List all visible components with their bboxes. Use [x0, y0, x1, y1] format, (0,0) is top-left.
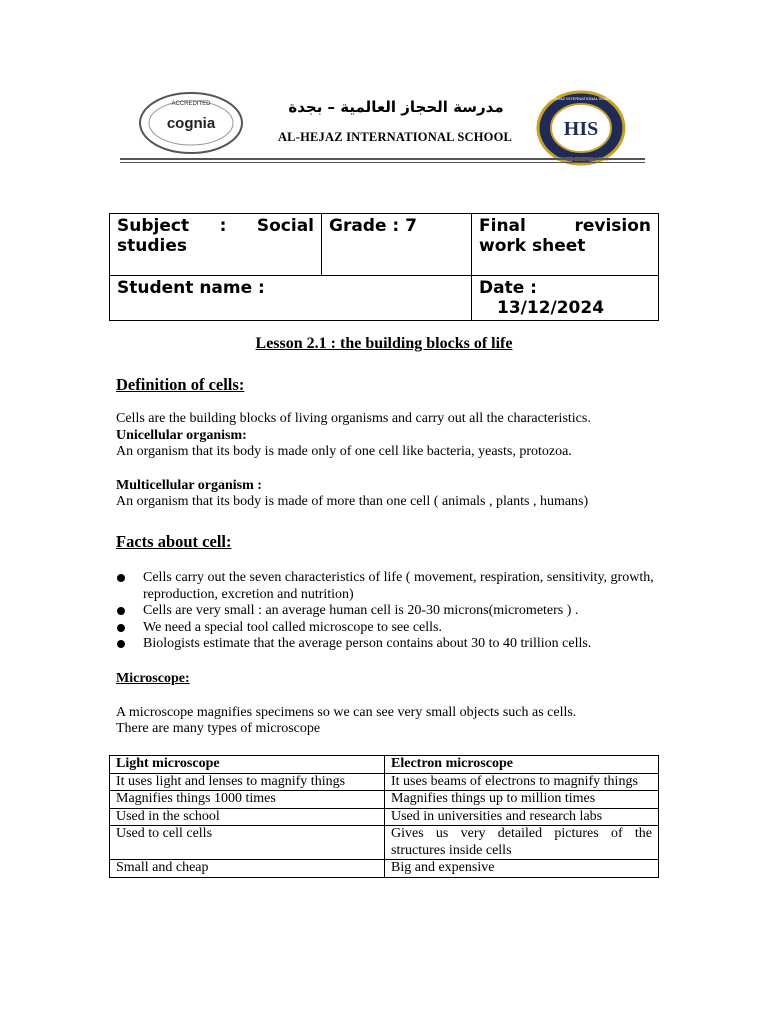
- lesson-title: Lesson 2.1 : the building blocks of life: [255, 335, 513, 352]
- student-name-label: Student name :: [117, 278, 265, 298]
- his-ring-text: AL-HEJAZ INTERNATIONAL SCHOOL: [546, 96, 616, 101]
- microscope-types-text: There are many types of microscope: [116, 721, 321, 736]
- table-row: [110, 808, 659, 826]
- table-cell: Gives us very detailed pictures of the structures inside cells: [385, 826, 659, 860]
- worksheet-type-cell: Final revision work sheet: [472, 214, 659, 276]
- table-cell: Small and cheap: [110, 860, 385, 878]
- microscope-heading: Microscope:: [116, 671, 190, 686]
- facts-heading: Facts about cell:: [116, 532, 232, 551]
- table-row: [110, 773, 659, 791]
- grade-cell: Grade : 7: [322, 214, 472, 276]
- column-header-electron: Electron microscope: [385, 756, 659, 774]
- bullet-icon: [117, 624, 125, 632]
- list-item: [116, 603, 661, 620]
- multicellular-text: An organism that its body is made of more than one cell ( animals , plants , humans): [116, 494, 589, 509]
- accredited-text: ACCREDITED: [171, 101, 211, 107]
- school-name-arabic: مدرسة الحجاز العالمية – بجدة: [288, 98, 504, 116]
- definition-heading: Definition of cells:: [116, 375, 245, 394]
- facts-list: [116, 570, 661, 653]
- table-cell: Magnifies things up to million times: [385, 791, 659, 809]
- table-cell: It uses beams of electrons to magnify things: [385, 773, 659, 791]
- table-header-row: [110, 756, 659, 774]
- fact-text: Biologists estimate that the average person contains about 30 to 40 trillion cells.: [143, 636, 592, 651]
- his-school-logo: [536, 90, 626, 166]
- subject-cell: Subject : Social studies: [110, 214, 322, 276]
- fact-text: We need a special tool called microscope to see cells.: [143, 619, 442, 635]
- table-cell: It uses light and lenses to magnify things: [110, 773, 385, 791]
- date-value: 13/12/2024: [497, 298, 605, 318]
- definition-text: Cells are the building blocks of living organisms and carry out all the characteristics.: [116, 411, 591, 426]
- student-name-cell[interactable]: [110, 276, 472, 321]
- bullet-icon: [117, 574, 125, 582]
- cognia-logo-text: cognia: [166, 115, 216, 132]
- table-cell: Big and expensive: [385, 860, 659, 878]
- school-name-english: AL-HEJAZ INTERNATIONAL SCHOOL: [277, 130, 513, 144]
- list-item: [116, 620, 661, 637]
- list-item: [116, 570, 661, 603]
- date-label: Date :: [479, 278, 537, 298]
- header-rule: [120, 158, 645, 160]
- table-cell: Magnifies things 1000 times: [110, 791, 385, 809]
- bullet-icon: [117, 607, 125, 615]
- table-row: [110, 791, 659, 809]
- date-cell: [472, 276, 659, 321]
- his-motto-text: FUTURE BEGINS HERE: [553, 157, 609, 163]
- fact-text: Cells carry out the seven characteristics of life ( movement, respiration, sensitivity, growth, reproduction, excretion and nutrition): [143, 570, 654, 602]
- microscope-comparison-table: [109, 755, 659, 878]
- table-cell: Used to cell cells: [110, 826, 385, 860]
- cognia-accreditation-logo: [138, 92, 244, 154]
- microscope-text: A microscope magnifies specimens so we can see very small objects such as cells.: [116, 705, 577, 720]
- worksheet-info-table: [109, 213, 659, 321]
- table-row: [110, 860, 659, 878]
- list-item: [116, 636, 661, 653]
- multicellular-heading: Multicellular organism :: [116, 478, 262, 493]
- table-row: [110, 826, 659, 860]
- header-rule-thin: [120, 162, 645, 163]
- table-cell: Used in universities and research labs: [385, 808, 659, 826]
- bullet-icon: [117, 640, 125, 648]
- school-header: [130, 88, 650, 168]
- fact-text: Cells are very small : an average human cell is 20-30 microns(micrometers ) .: [143, 603, 579, 618]
- unicellular-text: An organism that its body is made only of one cell like bacteria, yeasts, protozoa.: [116, 444, 572, 459]
- table-cell: Used in the school: [110, 808, 385, 826]
- his-logo-text: HIS: [563, 118, 599, 140]
- column-header-light: Light microscope: [110, 756, 385, 774]
- unicellular-heading: Unicellular organism:: [116, 428, 247, 443]
